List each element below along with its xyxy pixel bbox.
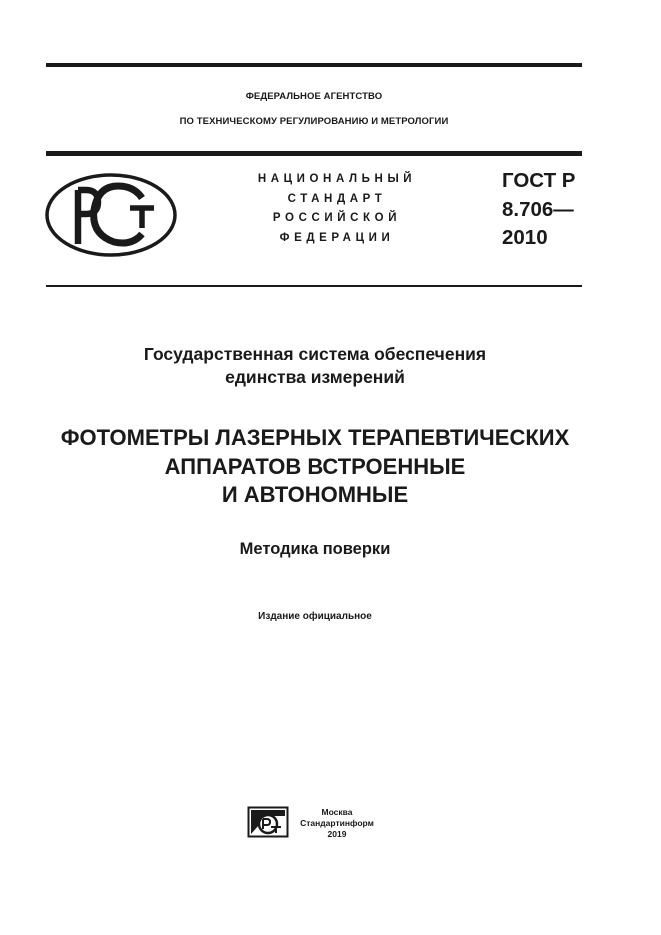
publisher-year: 2019 [327,829,347,839]
title-line-3: И АВТОНОМНЫЕ [221,482,409,507]
standard-code-line-1: ГОСТ Р [502,169,576,192]
standard-code-line-3: 2010 [502,226,548,249]
standard-code [502,167,602,253]
standartinform-logo-icon [247,806,289,838]
national-line-2: СТАНДАРТ [287,192,387,205]
top-rule [46,63,582,67]
document-series [20,343,610,389]
publisher-city: Москва [321,807,353,817]
standard-block-top-rule [46,151,582,156]
publisher-name: Стандартинформ [300,818,374,828]
national-standard-label [232,170,442,248]
national-line-1: НАЦИОНАЛЬНЫЙ [257,173,417,185]
title-line-1: ФОТОМЕТРЫ ЛАЗЕРНЫХ ТЕРАПЕВТИЧЕСКИХ [60,425,570,450]
document-title [20,424,610,510]
standard-code-line-2: 8.706— [502,197,574,221]
rst-certification-mark-icon [44,172,178,258]
document-subtitle: Методика поверки [239,540,391,558]
title-line-2: АППАРАТОВ ВСТРОЕННЫЕ [164,453,466,479]
series-line-2: единства измерений [225,367,405,387]
agency-name-line-2: ПО ТЕХНИЧЕСКОМУ РЕГУЛИРОВАНИЮ И МЕТРОЛОГИИ [179,116,449,127]
national-line-4: ФЕДЕРАЦИИ [279,231,395,244]
standard-block-bottom-rule [46,285,582,287]
national-line-3: РОССИЙСКОЙ [272,212,402,224]
publisher-info [294,807,380,840]
edition-label: Издание официальное [258,611,372,622]
series-line-1: Государственная система обеспечения [143,344,487,364]
agency-name-line-1: ФЕДЕРАЛЬНОЕ АГЕНТСТВО [245,91,383,102]
